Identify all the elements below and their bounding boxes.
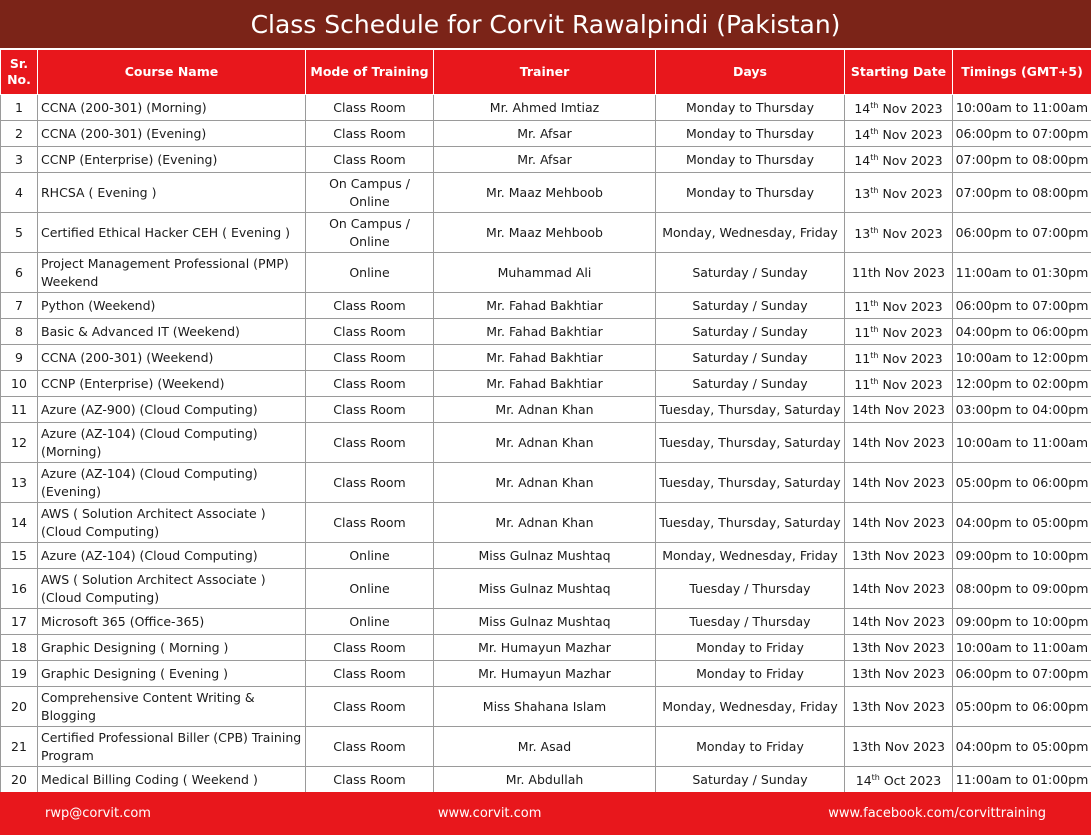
cell-trainer: Mr. Fahad Bakhtiar xyxy=(434,293,656,319)
date-ordinal-suffix: th xyxy=(870,324,879,334)
cell-days: Monday to Friday xyxy=(656,635,845,661)
cell-trainer: Mr. Ahmed Imtiaz xyxy=(434,95,656,121)
cell-timings: 07:00pm to 08:00pm xyxy=(953,147,1091,173)
cell-days: Saturday / Sunday xyxy=(656,767,845,793)
cell-days: Monday to Thursday xyxy=(656,173,845,213)
cell-days: Saturday / Sunday xyxy=(656,293,845,319)
date-day: 11 xyxy=(854,299,871,315)
cell-sr-no: 10 xyxy=(1,371,38,397)
table-row xyxy=(1,503,1091,543)
date-day: 13 xyxy=(854,186,871,202)
cell-sr-no: 5 xyxy=(1,213,38,253)
date-day: 13th Nov 2023 xyxy=(852,698,945,714)
cell-course-name: AWS ( Solution Architect Associate ) (Cloud Computing) xyxy=(38,503,306,543)
date-month-year: Nov 2023 xyxy=(878,325,943,341)
cell-mode: Online xyxy=(306,569,434,609)
cell-trainer: Mr. Maaz Mehboob xyxy=(434,173,656,213)
cell-days: Monday to Thursday xyxy=(656,147,845,173)
cell-mode: Class Room xyxy=(306,293,434,319)
cell-starting-date xyxy=(845,661,953,687)
table-row xyxy=(1,569,1091,609)
table-row xyxy=(1,147,1091,173)
table-row xyxy=(1,173,1091,213)
cell-mode: Class Room xyxy=(306,687,434,727)
header-timings: Timings (GMT+5) xyxy=(953,50,1091,95)
table-row xyxy=(1,463,1091,503)
cell-mode: Class Room xyxy=(306,767,434,793)
cell-mode: On Campus / Online xyxy=(306,173,434,213)
cell-course-name: Azure (AZ-900) (Cloud Computing) xyxy=(38,397,306,423)
footer-email-link[interactable]: rwp@corvit.com xyxy=(45,806,151,821)
cell-days: Monday, Wednesday, Friday xyxy=(656,213,845,253)
cell-starting-date xyxy=(845,569,953,609)
cell-days: Monday to Friday xyxy=(656,727,845,767)
date-ordinal-suffix: th xyxy=(870,350,879,360)
date-ordinal-suffix: th xyxy=(870,376,879,386)
cell-timings: 09:00pm to 10:00pm xyxy=(953,543,1091,569)
date-ordinal-suffix: th xyxy=(870,126,879,136)
cell-mode: Class Room xyxy=(306,319,434,345)
cell-course-name: Azure (AZ-104) (Cloud Computing) xyxy=(38,543,306,569)
table-row xyxy=(1,543,1091,569)
cell-trainer: Mr. Afsar xyxy=(434,121,656,147)
table-row xyxy=(1,727,1091,767)
cell-days: Monday to Friday xyxy=(656,661,845,687)
cell-course-name: Azure (AZ-104) (Cloud Computing) (Evening) xyxy=(38,463,306,503)
cell-mode: Class Room xyxy=(306,635,434,661)
cell-trainer: Mr. Fahad Bakhtiar xyxy=(434,319,656,345)
table-row xyxy=(1,371,1091,397)
cell-trainer: Mr. Fahad Bakhtiar xyxy=(434,371,656,397)
cell-starting-date xyxy=(845,635,953,661)
table-row xyxy=(1,423,1091,463)
cell-trainer: Miss Gulnaz Mushtaq xyxy=(434,543,656,569)
cell-trainer: Miss Shahana Islam xyxy=(434,687,656,727)
cell-starting-date xyxy=(845,293,953,319)
table-row xyxy=(1,253,1091,293)
cell-course-name: Python (Weekend) xyxy=(38,293,306,319)
date-day: 14 xyxy=(854,153,871,169)
cell-days: Tuesday, Thursday, Saturday xyxy=(656,463,845,503)
cell-days: Monday, Wednesday, Friday xyxy=(656,687,845,727)
cell-starting-date xyxy=(845,727,953,767)
table-row xyxy=(1,661,1091,687)
cell-days: Tuesday / Thursday xyxy=(656,569,845,609)
date-day: 14 xyxy=(854,127,871,143)
cell-sr-no: 9 xyxy=(1,345,38,371)
cell-course-name: Graphic Designing ( Morning ) xyxy=(38,635,306,661)
date-ordinal-suffix: th xyxy=(870,225,879,235)
cell-timings: 05:00pm to 06:00pm xyxy=(953,687,1091,727)
cell-sr-no: 4 xyxy=(1,173,38,213)
cell-trainer: Mr. Abdullah xyxy=(434,767,656,793)
cell-sr-no: 14 xyxy=(1,503,38,543)
date-day: 13th Nov 2023 xyxy=(852,639,945,655)
date-day: 14th Nov 2023 xyxy=(852,474,945,490)
table-row xyxy=(1,687,1091,727)
date-day: 14 xyxy=(854,101,871,117)
cell-starting-date xyxy=(845,423,953,463)
cell-sr-no: 17 xyxy=(1,609,38,635)
table-row xyxy=(1,319,1091,345)
cell-starting-date xyxy=(845,371,953,397)
date-day: 11th Nov 2023 xyxy=(852,264,945,280)
cell-sr-no: 8 xyxy=(1,319,38,345)
date-day: 14th Nov 2023 xyxy=(852,580,945,596)
cell-course-name: CCNP (Enterprise) (Evening) xyxy=(38,147,306,173)
date-day: 14th Nov 2023 xyxy=(852,514,945,530)
cell-starting-date xyxy=(845,147,953,173)
cell-trainer: Mr. Maaz Mehboob xyxy=(434,213,656,253)
cell-mode: Class Room xyxy=(306,345,434,371)
footer-bar xyxy=(0,792,1091,835)
date-day: 11 xyxy=(854,351,871,367)
cell-timings: 12:00pm to 02:00pm xyxy=(953,371,1091,397)
cell-trainer: Mr. Humayun Mazhar xyxy=(434,661,656,687)
cell-course-name: Certified Professional Biller (CPB) Training Program xyxy=(38,727,306,767)
cell-sr-no: 2 xyxy=(1,121,38,147)
cell-mode: Class Room xyxy=(306,371,434,397)
date-day: 13th Nov 2023 xyxy=(852,547,945,563)
cell-sr-no: 20 xyxy=(1,767,38,793)
cell-sr-no: 21 xyxy=(1,727,38,767)
cell-starting-date xyxy=(845,95,953,121)
cell-mode: Online xyxy=(306,609,434,635)
date-month-year: Oct 2023 xyxy=(879,773,942,789)
cell-trainer: Mr. Afsar xyxy=(434,147,656,173)
cell-course-name: CCNA (200-301) (Evening) xyxy=(38,121,306,147)
cell-sr-no: 20 xyxy=(1,687,38,727)
date-day: 11 xyxy=(854,377,871,393)
cell-days: Saturday / Sunday xyxy=(656,345,845,371)
cell-course-name: Certified Ethical Hacker CEH ( Evening ) xyxy=(38,213,306,253)
cell-timings: 10:00am to 11:00am xyxy=(953,423,1091,463)
cell-timings: 10:00am to 12:00pm xyxy=(953,345,1091,371)
cell-mode: Class Room xyxy=(306,661,434,687)
cell-sr-no: 3 xyxy=(1,147,38,173)
cell-course-name: CCNA (200-301) (Weekend) xyxy=(38,345,306,371)
cell-timings: 07:00pm to 08:00pm xyxy=(953,173,1091,213)
date-month-year: Nov 2023 xyxy=(878,127,943,143)
date-ordinal-suffix: th xyxy=(870,298,879,308)
table-row xyxy=(1,609,1091,635)
cell-days: Saturday / Sunday xyxy=(656,371,845,397)
cell-days: Tuesday, Thursday, Saturday xyxy=(656,503,845,543)
cell-trainer: Mr. Fahad Bakhtiar xyxy=(434,345,656,371)
date-ordinal-suffix: th xyxy=(870,185,879,195)
date-month-year: Nov 2023 xyxy=(878,377,943,393)
cell-timings: 06:00pm to 07:00pm xyxy=(953,293,1091,319)
cell-course-name: Medical Billing Coding ( Weekend ) xyxy=(38,767,306,793)
cell-course-name: RHCSA ( Evening ) xyxy=(38,173,306,213)
table-row xyxy=(1,767,1091,793)
cell-course-name: Graphic Designing ( Evening ) xyxy=(38,661,306,687)
date-day: 13 xyxy=(854,226,871,242)
date-month-year: Nov 2023 xyxy=(878,186,943,202)
cell-starting-date xyxy=(845,253,953,293)
cell-course-name: Basic & Advanced IT (Weekend) xyxy=(38,319,306,345)
date-ordinal-suffix: th xyxy=(870,152,879,162)
cell-trainer: Muhammad Ali xyxy=(434,253,656,293)
table-row xyxy=(1,213,1091,253)
date-day: 14th Nov 2023 xyxy=(852,613,945,629)
cell-course-name: AWS ( Solution Architect Associate ) (Cloud Computing) xyxy=(38,569,306,609)
table-row xyxy=(1,635,1091,661)
cell-days: Monday, Wednesday, Friday xyxy=(656,543,845,569)
date-day: 14th Nov 2023 xyxy=(852,434,945,450)
date-ordinal-suffix: th xyxy=(870,100,879,110)
cell-starting-date xyxy=(845,397,953,423)
cell-trainer: Mr. Adnan Khan xyxy=(434,397,656,423)
cell-sr-no: 12 xyxy=(1,423,38,463)
header-days: Days xyxy=(656,50,845,95)
cell-timings: 10:00am to 11:00am xyxy=(953,635,1091,661)
header-starting-date: Starting Date xyxy=(845,50,953,95)
cell-sr-no: 11 xyxy=(1,397,38,423)
date-month-year: Nov 2023 xyxy=(878,226,943,242)
table-row xyxy=(1,121,1091,147)
schedule-table xyxy=(0,49,1091,793)
cell-mode: Class Room xyxy=(306,463,434,503)
cell-timings: 06:00pm to 07:00pm xyxy=(953,213,1091,253)
cell-starting-date xyxy=(845,463,953,503)
cell-sr-no: 1 xyxy=(1,95,38,121)
cell-mode: Class Room xyxy=(306,397,434,423)
cell-sr-no: 7 xyxy=(1,293,38,319)
cell-starting-date xyxy=(845,503,953,543)
cell-timings: 04:00pm to 06:00pm xyxy=(953,319,1091,345)
cell-timings: 04:00pm to 05:00pm xyxy=(953,727,1091,767)
cell-mode: Online xyxy=(306,543,434,569)
cell-timings: 10:00am to 11:00am xyxy=(953,95,1091,121)
cell-starting-date xyxy=(845,319,953,345)
table-row xyxy=(1,95,1091,121)
table-body xyxy=(1,95,1091,793)
cell-timings: 11:00am to 01:30pm xyxy=(953,253,1091,293)
cell-course-name: Project Management Professional (PMP) Weekend xyxy=(38,253,306,293)
cell-days: Tuesday, Thursday, Saturday xyxy=(656,397,845,423)
header-course-name: Course Name xyxy=(38,50,306,95)
cell-sr-no: 16 xyxy=(1,569,38,609)
header-row xyxy=(1,50,1091,95)
date-day: 13th Nov 2023 xyxy=(852,665,945,681)
date-day: 14 xyxy=(855,773,872,789)
cell-mode: Class Room xyxy=(306,727,434,767)
cell-trainer: Mr. Humayun Mazhar xyxy=(434,635,656,661)
cell-timings: 03:00pm to 04:00pm xyxy=(953,397,1091,423)
date-day: 11 xyxy=(854,325,871,341)
date-month-year: Nov 2023 xyxy=(878,153,943,169)
page-title: Class Schedule for Corvit Rawalpindi (Pakistan) xyxy=(0,0,1091,49)
cell-timings: 04:00pm to 05:00pm xyxy=(953,503,1091,543)
cell-timings: 09:00pm to 10:00pm xyxy=(953,609,1091,635)
cell-starting-date xyxy=(845,543,953,569)
cell-sr-no: 6 xyxy=(1,253,38,293)
footer-website-link[interactable]: www.corvit.com xyxy=(437,806,542,821)
table-row xyxy=(1,293,1091,319)
cell-course-name: CCNP (Enterprise) (Weekend) xyxy=(38,371,306,397)
cell-timings: 11:00am to 01:00pm xyxy=(953,767,1091,793)
cell-starting-date xyxy=(845,609,953,635)
cell-days: Monday to Thursday xyxy=(656,121,845,147)
cell-sr-no: 15 xyxy=(1,543,38,569)
cell-mode: Class Room xyxy=(306,503,434,543)
cell-course-name: CCNA (200-301) (Morning) xyxy=(38,95,306,121)
date-month-year: Nov 2023 xyxy=(878,299,943,315)
cell-trainer: Mr. Adnan Khan xyxy=(434,463,656,503)
cell-sr-no: 18 xyxy=(1,635,38,661)
table-row xyxy=(1,397,1091,423)
cell-trainer: Miss Gulnaz Mushtaq xyxy=(434,569,656,609)
cell-trainer: Mr. Adnan Khan xyxy=(434,423,656,463)
date-day: 13th Nov 2023 xyxy=(852,738,945,754)
cell-days: Monday to Thursday xyxy=(656,95,845,121)
date-ordinal-suffix: th xyxy=(871,772,880,782)
table-row xyxy=(1,345,1091,371)
cell-days: Tuesday, Thursday, Saturday xyxy=(656,423,845,463)
cell-sr-no: 19 xyxy=(1,661,38,687)
footer-facebook-link[interactable]: www.facebook.com/corvittraining xyxy=(828,806,1046,821)
cell-mode: Online xyxy=(306,253,434,293)
date-month-year: Nov 2023 xyxy=(878,101,943,117)
cell-days: Saturday / Sunday xyxy=(656,253,845,293)
cell-starting-date xyxy=(845,121,953,147)
cell-trainer: Mr. Adnan Khan xyxy=(434,503,656,543)
cell-mode: Class Room xyxy=(306,147,434,173)
date-month-year: Nov 2023 xyxy=(878,351,943,367)
cell-timings: 06:00pm to 07:00pm xyxy=(953,121,1091,147)
cell-trainer: Mr. Asad xyxy=(434,727,656,767)
cell-course-name: Azure (AZ-104) (Cloud Computing) (Morning) xyxy=(38,423,306,463)
header-sr-no: Sr. No. xyxy=(1,50,38,95)
date-day: 14th Nov 2023 xyxy=(852,401,945,417)
cell-sr-no: 13 xyxy=(1,463,38,503)
cell-timings: 05:00pm to 06:00pm xyxy=(953,463,1091,503)
cell-course-name: Microsoft 365 (Office-365) xyxy=(38,609,306,635)
cell-mode: Class Room xyxy=(306,121,434,147)
cell-days: Tuesday / Thursday xyxy=(656,609,845,635)
cell-course-name: Comprehensive Content Writing & Blogging xyxy=(38,687,306,727)
cell-mode: Class Room xyxy=(306,95,434,121)
cell-starting-date xyxy=(845,213,953,253)
header-trainer: Trainer xyxy=(434,50,656,95)
cell-starting-date xyxy=(845,173,953,213)
header-mode: Mode of Training xyxy=(306,50,434,95)
cell-timings: 06:00pm to 07:00pm xyxy=(953,661,1091,687)
cell-trainer: Miss Gulnaz Mushtaq xyxy=(434,609,656,635)
cell-starting-date xyxy=(845,767,953,793)
cell-mode: On Campus / Online xyxy=(306,213,434,253)
cell-days: Saturday / Sunday xyxy=(656,319,845,345)
cell-mode: Class Room xyxy=(306,423,434,463)
cell-timings: 08:00pm to 09:00pm xyxy=(953,569,1091,609)
cell-starting-date xyxy=(845,687,953,727)
cell-starting-date xyxy=(845,345,953,371)
